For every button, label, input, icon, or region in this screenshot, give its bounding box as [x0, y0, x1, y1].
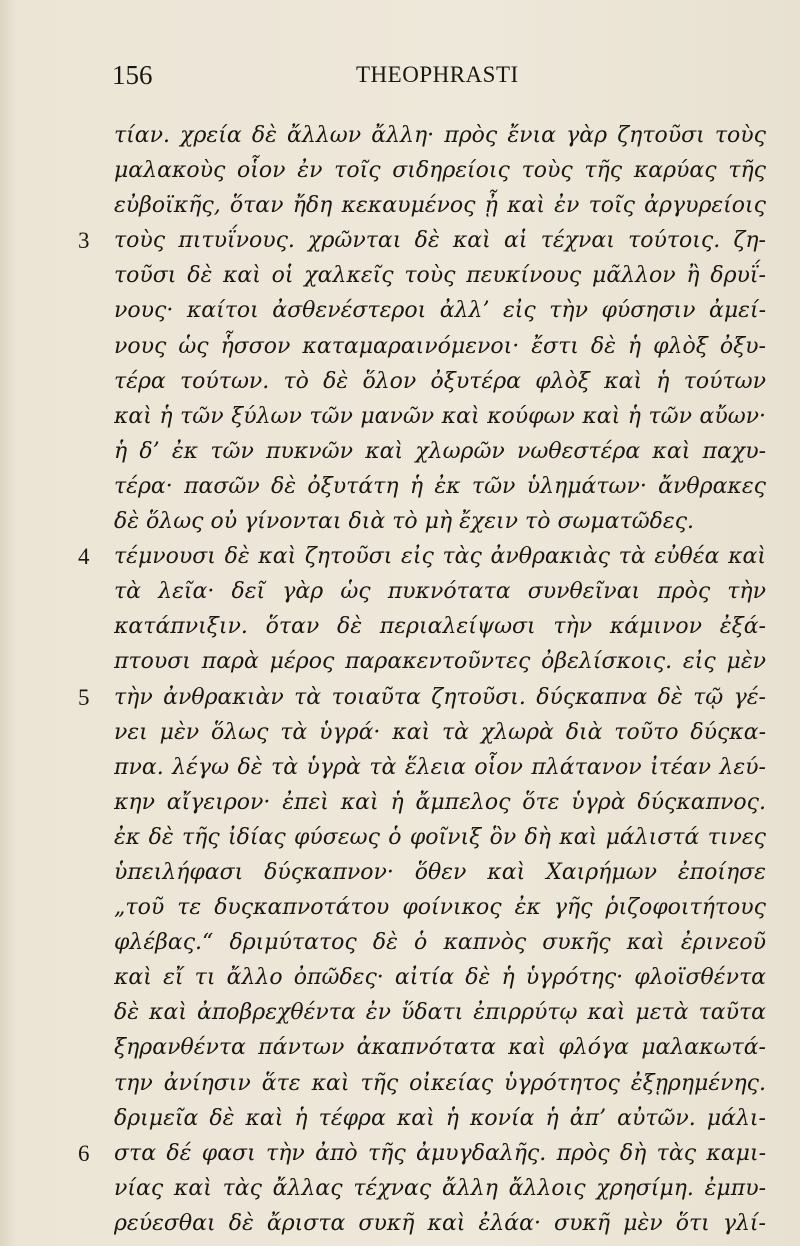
- text-line: [0, 434, 800, 469]
- text-line: [0, 855, 800, 890]
- section-number: 3: [78, 228, 90, 254]
- line-text: τέρα· πασῶν δὲ ὀξυτάτη ἡ ἐκ τῶν ὑλημάτων· ἄνθρακες: [114, 473, 766, 499]
- line-text: κατάπνιξιν. ὅταν δὲ περιαλείψωσι τὴν κάμινον ἐξά-: [114, 614, 766, 640]
- line-text: νους ὡς ἧσσον καταμαραινόμενοι· ἔστι δὲ ἡ φλὸξ ὀξυ-: [114, 333, 766, 359]
- text-line: [0, 820, 800, 855]
- page-header: [0, 58, 800, 98]
- text-line: [0, 399, 800, 434]
- line-text: δὲ καὶ ἀποβρεχθέντα ἐν ὕδατι ἐπιρρύτῳ καὶ μετὰ ταῦτα: [114, 1000, 766, 1026]
- line-text: νει μὲν ὅλως τὰ ὑγρά· καὶ τὰ χλωρὰ διὰ τοῦτο δύςκα-: [114, 719, 766, 745]
- line-text: τὴν ἀνθρακιὰν τὰ τοιαῦτα ζητοῦσι. δύςκαπνα δὲ τῷ γέ-: [114, 684, 766, 710]
- text-line: [0, 785, 800, 820]
- text-line: [0, 644, 800, 679]
- text-line: [0, 469, 800, 504]
- text-line: [0, 504, 800, 539]
- line-text: τοὺς πιτυΐνους. χρῶνται δὲ καὶ αἱ τέχναι τούτοις. ζη-: [114, 228, 766, 254]
- text-line: [0, 188, 800, 223]
- line-text: φλέβας.“ δριμύτατος δὲ ὁ καπνὸς συκῆς καὶ ἐρινεοῦ: [114, 930, 766, 956]
- page-number: 156: [112, 60, 153, 90]
- section-number: 5: [78, 684, 90, 710]
- line-text: την ἀνίησιν ἅτε καὶ τῆς οἰκείας ὑγρότητος ἐξῃρημένης.: [114, 1070, 766, 1096]
- line-text: ὑπειλήφασι δύςκαπνον· ὅθεν καὶ Χαιρήμων ἐποίησε: [114, 859, 766, 885]
- line-text: δὲ ὅλως οὐ γίνονται διὰ τὸ μὴ ἔχειν τὸ σωματῶδες.: [114, 509, 695, 535]
- line-text: καὶ εἴ τι ἄλλο ὀπῶδες· αἰτία δὲ ἡ ὑγρότης· φλοϊσθέντα: [114, 965, 766, 991]
- running-head: THEOPHRASTI: [356, 62, 519, 87]
- text-line: [0, 223, 800, 258]
- text-line: [0, 329, 800, 364]
- line-text: εὐβοϊκῆς, ὅταν ἤδη κεκαυμένος ᾖ καὶ ἐν τοῖς ἀργυρείοις: [114, 193, 766, 219]
- line-text: δριμεῖα δὲ καὶ ἡ τέφρα καὶ ἡ κονία ἡ ἀπ’ αὐτῶν. μάλι-: [114, 1105, 766, 1131]
- text-line: [0, 293, 800, 328]
- text-line: [0, 1066, 800, 1101]
- text-line: [0, 1101, 800, 1136]
- text-line: [0, 539, 800, 574]
- text-line: [0, 1171, 800, 1206]
- line-text: στα δέ φασι τὴν ἀπὸ τῆς ἀμυγδαλῆς. πρὸς δὴ τὰς καμι-: [114, 1140, 766, 1166]
- text-line: [0, 364, 800, 399]
- line-text: τοῦσι δὲ καὶ οἱ χαλκεῖς τοὺς πευκίνους μᾶλλον ἢ δρυΐ-: [114, 263, 766, 289]
- text-line: [0, 258, 800, 293]
- line-text: πνα. λέγω δὲ τὰ ὑγρὰ τὰ ἕλεια οἷον πλάτανον ἰτέαν λεύ-: [114, 754, 766, 780]
- line-text: τέμνουσι δὲ καὶ ζητοῦσι εἰς τὰς ἀνθρακιὰς τὰ εὐθέα καὶ: [114, 544, 766, 570]
- line-text: κην αἴγειρον· ἐπεὶ καὶ ἡ ἄμπελος ὅτε ὑγρὰ δύςκαπνος.: [114, 789, 766, 815]
- line-text: ἡ δ’ ἐκ τῶν πυκνῶν καὶ χλωρῶν νωθεστέρα καὶ παχυ-: [114, 438, 766, 464]
- line-text: νους· καίτοι ἀσθενέστεροι ἀλλ’ εἰς τὴν φύσησιν ἀμεί-: [114, 298, 766, 324]
- text-line: [0, 574, 800, 609]
- text-line: [0, 890, 800, 925]
- line-text: πτουσι παρὰ μέρος παρακεντοῦντες ὀβελίσκοις. εἰς μὲν: [114, 649, 766, 675]
- text-line: [0, 960, 800, 995]
- line-text: νίας καὶ τὰς ἄλλας τέχνας ἄλλη ἄλλοις χρησίμη. ἐμπυ-: [114, 1175, 766, 1201]
- section-number: 6: [78, 1140, 90, 1166]
- text-line: [0, 609, 800, 644]
- line-text: τίαν. χρεία δὲ ἄλλων ἄλλη· πρὸς ἔνια γὰρ ζητοῦσι τοὺς: [114, 123, 766, 148]
- line-text: τὰ λεῖα· δεῖ γὰρ ὡς πυκνότατα συνθεῖναι πρὸς τὴν: [114, 579, 766, 605]
- text-line: [0, 118, 800, 153]
- line-text: ἐκ δὲ τῆς ἰδίας φύσεως ὁ φοῖνιξ ὃν δὴ καὶ μάλιστά τινες: [114, 824, 766, 850]
- line-text: καὶ ἡ τῶν ξύλων τῶν μανῶν καὶ κούφων καὶ ἡ τῶν αὔων·: [114, 403, 766, 429]
- text-line: [0, 750, 800, 785]
- text-line: [0, 1206, 800, 1241]
- text-line: [0, 1030, 800, 1065]
- line-text: ξηρανθέντα πάντων ἀκαπνότατα καὶ φλόγα μαλακωτά-: [114, 1035, 766, 1061]
- text-line: [0, 680, 800, 715]
- text-line: [0, 995, 800, 1030]
- text-line: [0, 153, 800, 188]
- text-line: [0, 1136, 800, 1171]
- line-text: ρεύεσθαι δὲ ἄριστα συκῆ καὶ ἐλάα· συκῆ μὲν ὅτι γλί-: [114, 1210, 766, 1236]
- greek-text-block: [0, 118, 800, 1241]
- text-line: [0, 715, 800, 750]
- line-text: „τοῦ τε δυςκαπνοτάτου φοίνικος ἐκ γῆς ῥιζοφοιτήτους: [114, 895, 766, 921]
- line-text: τέρα τούτων. τὸ δὲ ὅλον ὀξυτέρα φλὸξ καὶ ἡ τούτων: [114, 368, 766, 394]
- text-line: [0, 925, 800, 960]
- section-number: 4: [78, 544, 90, 570]
- line-text: μαλακοὺς οἷον ἐν τοῖς σιδηρείοις τοὺς τῆς καρύας τῆς: [114, 158, 766, 184]
